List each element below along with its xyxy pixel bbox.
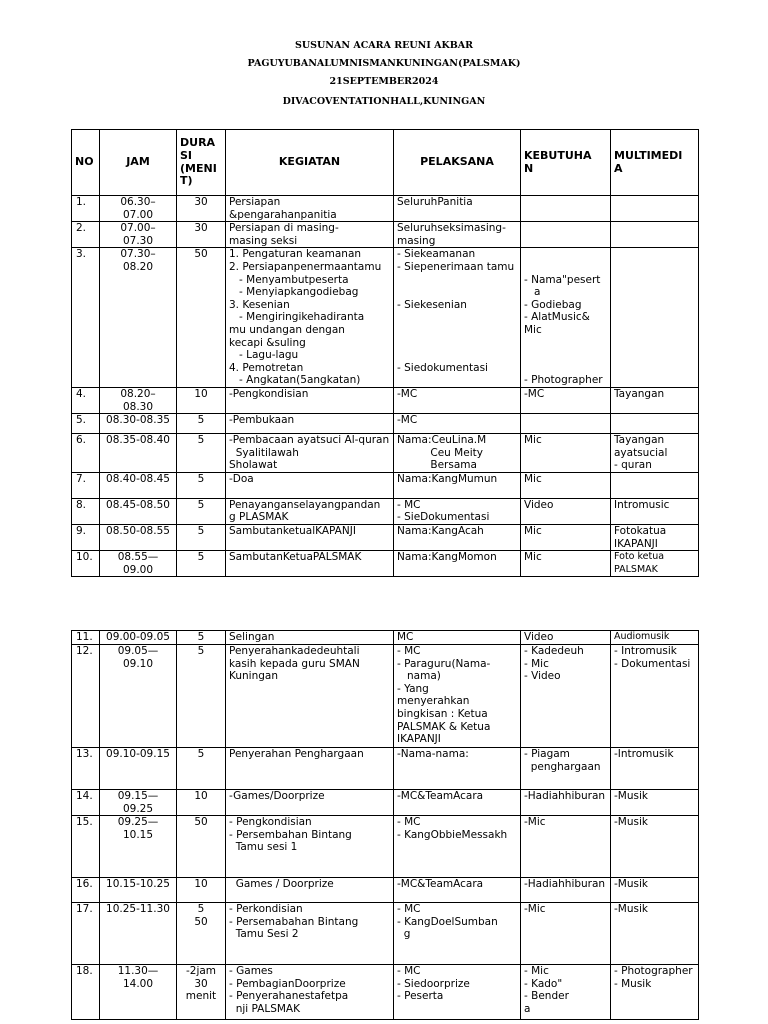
cell-pelaksana: - MC - KangObbieMessakh: [394, 816, 521, 878]
cell-jam: 07.00– 07.30: [100, 222, 177, 248]
cell-kegiatan: SambutanketualKAPANJI: [226, 525, 394, 551]
cell-no: 1.: [72, 196, 100, 222]
col-header-pelaksana: PELAKSANA: [394, 130, 521, 196]
table-row: [72, 816, 699, 878]
doc-title: SUSUNAN ACARA REUNI AKBAR: [295, 40, 473, 51]
cell-multimedia: Foto ketua PALSMAK: [611, 551, 699, 577]
cell-kebutuhan: Mic: [521, 434, 611, 473]
col-header-no: NO: [72, 130, 100, 196]
cell-kegiatan: Games / Doorprize: [226, 878, 394, 903]
cell-no: 3.: [72, 248, 100, 388]
table-row: [72, 414, 699, 434]
cell-kegiatan: -Pengkondisian: [226, 387, 394, 413]
table-row: [72, 551, 699, 577]
cell-no: 15.: [72, 816, 100, 878]
cell-durasi: 5: [177, 525, 226, 551]
cell-pelaksana: Nama:KangMomon: [394, 551, 521, 577]
cell-multimedia: Tayangan: [611, 387, 699, 413]
cell-no: 13.: [72, 748, 100, 790]
cell-no: 11.: [72, 631, 100, 645]
cell-no: 6.: [72, 434, 100, 473]
cell-no: 4.: [72, 387, 100, 413]
cell-kebutuhan: -Mic: [521, 903, 611, 965]
table-row: [72, 645, 699, 748]
cell-durasi: 5: [177, 414, 226, 434]
cell-pelaksana: -MC: [394, 414, 521, 434]
cell-durasi: 5: [177, 748, 226, 790]
cell-durasi: 5: [177, 631, 226, 645]
cell-pelaksana: -MC: [394, 387, 521, 413]
cell-pelaksana: -MC&TeamAcara: [394, 790, 521, 816]
cell-durasi: 30: [177, 222, 226, 248]
cell-jam: 06.30– 07.00: [100, 196, 177, 222]
cell-pelaksana: Nama:KangAcah: [394, 525, 521, 551]
cell-durasi: -2jam 30 menit: [177, 965, 226, 1020]
cell-jam: 09.05— 09.10: [100, 645, 177, 748]
cell-jam: 08.45-08.50: [100, 498, 177, 524]
cell-multimedia: - Intromusik - Dokumentasi: [611, 645, 699, 748]
cell-no: 5.: [72, 414, 100, 434]
cell-multimedia: [611, 222, 699, 248]
cell-jam: 09.00-09.05: [100, 631, 177, 645]
table-row: [72, 248, 699, 388]
cell-kebutuhan: [521, 414, 611, 434]
cell-durasi: 10: [177, 387, 226, 413]
cell-durasi: 5: [177, 498, 226, 524]
cell-kebutuhan: - Nama"pesert a - Godiebag - AlatMusic& Mic - Photographer: [521, 248, 611, 388]
cell-kebutuhan: Mic: [521, 525, 611, 551]
table-row: [72, 965, 699, 1020]
cell-kebutuhan: [521, 196, 611, 222]
cell-kegiatan: -Doa: [226, 472, 394, 498]
table-row: [72, 498, 699, 524]
cell-kegiatan: - Perkondisian - Persemabahan Bintang Tamu Sesi 2: [226, 903, 394, 965]
cell-kebutuhan: -MC: [521, 387, 611, 413]
col-header-multimedia: MULTIMEDI A: [611, 130, 699, 196]
cell-multimedia: [611, 248, 699, 388]
cell-kebutuhan: -Hadiahhiburan: [521, 878, 611, 903]
table-row: [72, 903, 699, 965]
cell-multimedia: -Intromusik: [611, 748, 699, 790]
cell-pelaksana: - MC - Siedoorprize - Peserta: [394, 965, 521, 1020]
cell-pelaksana: -MC&TeamAcara: [394, 878, 521, 903]
doc-date: 21SEPTEMBER2024: [329, 76, 439, 87]
col-header-kegiatan: KEGIATAN: [226, 130, 394, 196]
schedule-table-2: [71, 630, 699, 1020]
cell-kebutuhan: - Mic - Kado" - Bender a: [521, 965, 611, 1020]
col-header-kebutuhan: KEBUTUHA N: [521, 130, 611, 196]
doc-venue: DIVACOVENTATIONHALL,KUNINGAN: [282, 96, 486, 107]
cell-jam: 08.35-08.40: [100, 434, 177, 473]
cell-no: 17.: [72, 903, 100, 965]
cell-pelaksana: - MC - Paraguru(Nama- nama) - Yang menyerahkan bingkisan : Ketua PALSMAK & Ketua IKAPANJI: [394, 645, 521, 748]
cell-kegiatan: Penyerahan Penghargaan: [226, 748, 394, 790]
cell-jam: 08.40-08.45: [100, 472, 177, 498]
cell-no: 12.: [72, 645, 100, 748]
cell-kegiatan: -Games/Doorprize: [226, 790, 394, 816]
cell-kegiatan: Penayanganselayangpandan g PLASMAK: [226, 498, 394, 524]
cell-jam: 11.30— 14.00: [100, 965, 177, 1020]
cell-no: 10.: [72, 551, 100, 577]
cell-kebutuhan: Mic: [521, 551, 611, 577]
cell-kebutuhan: [521, 222, 611, 248]
cell-kegiatan: Penyerahankadedeuhtali kasih kepada guru SMAN Kuningan: [226, 645, 394, 748]
cell-no: 2.: [72, 222, 100, 248]
cell-multimedia: -Musik: [611, 903, 699, 965]
cell-pelaksana: SeluruhPanitia: [394, 196, 521, 222]
cell-multimedia: [611, 472, 699, 498]
table-row: [72, 387, 699, 413]
cell-durasi: 5: [177, 434, 226, 473]
cell-kegiatan: Persiapan di masing- masing seksi: [226, 222, 394, 248]
cell-kebutuhan: Video: [521, 631, 611, 645]
cell-multimedia: Audiomusik: [611, 631, 699, 645]
cell-no: 14.: [72, 790, 100, 816]
cell-durasi: 10: [177, 790, 226, 816]
cell-durasi: 5: [177, 472, 226, 498]
table-row: [72, 748, 699, 790]
table-row: [72, 525, 699, 551]
cell-no: 9.: [72, 525, 100, 551]
cell-pelaksana: - Siekeamanan - Siepenerimaan tamu - Siekesenian - Siedokumentasi: [394, 248, 521, 388]
cell-kebutuhan: Mic: [521, 472, 611, 498]
cell-kegiatan: Selingan: [226, 631, 394, 645]
cell-durasi: 30: [177, 196, 226, 222]
cell-kebutuhan: Video: [521, 498, 611, 524]
cell-multimedia: -Musik: [611, 790, 699, 816]
cell-jam: 08.20– 08.30: [100, 387, 177, 413]
cell-no: 8.: [72, 498, 100, 524]
cell-kebutuhan: -Mic: [521, 816, 611, 878]
table-row: [72, 631, 699, 645]
cell-multimedia: [611, 414, 699, 434]
doc-organization: PAGUYUBANALUMNISMANKUNINGAN(PALSMAK): [247, 58, 521, 69]
cell-durasi: 50: [177, 816, 226, 878]
table-row: [72, 472, 699, 498]
col-header-jam: JAM: [100, 130, 177, 196]
cell-no: 16.: [72, 878, 100, 903]
table-row: [72, 878, 699, 903]
cell-pelaksana: -Nama-nama:: [394, 748, 521, 790]
schedule-table-1: [71, 129, 699, 577]
cell-pelaksana: MC: [394, 631, 521, 645]
cell-jam: 07.30– 08.20: [100, 248, 177, 388]
table-row: [72, 434, 699, 473]
cell-multimedia: - Photographer - Musik: [611, 965, 699, 1020]
cell-multimedia: -Musik: [611, 816, 699, 878]
cell-jam: 09.15— 09.25: [100, 790, 177, 816]
cell-durasi: 5: [177, 551, 226, 577]
table-row: [72, 790, 699, 816]
cell-no: 7.: [72, 472, 100, 498]
cell-multimedia: Intromusic: [611, 498, 699, 524]
cell-pelaksana: Seluruhseksimasing- masing: [394, 222, 521, 248]
cell-multimedia: [611, 196, 699, 222]
cell-jam: 10.25-11.30: [100, 903, 177, 965]
cell-pelaksana: - MC - SieDokumentasi: [394, 498, 521, 524]
cell-pelaksana: - MC - KangDoelSumban g: [394, 903, 521, 965]
cell-kebutuhan: -Hadiahhiburan: [521, 790, 611, 816]
cell-multimedia: Tayangan ayatsucial - quran: [611, 434, 699, 473]
cell-kebutuhan: - Piagam penghargaan: [521, 748, 611, 790]
cell-multimedia: Fotokatua IKAPANJI: [611, 525, 699, 551]
cell-pelaksana: Nama:KangMumun: [394, 472, 521, 498]
cell-jam: 08.55— 09.00: [100, 551, 177, 577]
cell-kegiatan: SambutanKetuaPALSMAK: [226, 551, 394, 577]
cell-pelaksana: Nama:CeuLina.M Ceu Meity Bersama: [394, 434, 521, 473]
cell-jam: 09.25— 10.15: [100, 816, 177, 878]
table-row: [72, 222, 699, 248]
cell-durasi: 10: [177, 878, 226, 903]
cell-no: 18.: [72, 965, 100, 1020]
cell-jam: 08.30-08.35: [100, 414, 177, 434]
cell-durasi: 5: [177, 645, 226, 748]
cell-kegiatan: - Games - PembagianDoorprize - Penyerahanestafetpa nji PALSMAK: [226, 965, 394, 1020]
cell-jam: 09.10-09.15: [100, 748, 177, 790]
cell-kegiatan: - Pengkondisian - Persembahan Bintang Tamu sesi 1: [226, 816, 394, 878]
cell-kegiatan: -Pembacaan ayatsuci Al-quran Syalitilawah Sholawat: [226, 434, 394, 473]
cell-kegiatan: 1. Pengaturan keamanan 2. Persiapanpenermaantamu - Menyambutpeserta - Menyiapkangodiebag 3. Kesenian - Mengiringikehadiranta mu undangan dengan kecapi &suling - Lagu-lagu 4. Pemotretan - Angkatan(5angkatan): [226, 248, 394, 388]
cell-jam: 10.15-10.25: [100, 878, 177, 903]
cell-multimedia: -Musik: [611, 878, 699, 903]
cell-durasi: 50: [177, 248, 226, 388]
cell-durasi: 5 50: [177, 903, 226, 965]
col-header-durasi: DURA SI (MENI T): [177, 130, 226, 196]
cell-kebutuhan: - Kadedeuh - Mic - Video: [521, 645, 611, 748]
cell-kegiatan: -Pembukaan: [226, 414, 394, 434]
table-row: [72, 196, 699, 222]
cell-kegiatan: Persiapan &pengarahanpanitia: [226, 196, 394, 222]
cell-jam: 08.50-08.55: [100, 525, 177, 551]
